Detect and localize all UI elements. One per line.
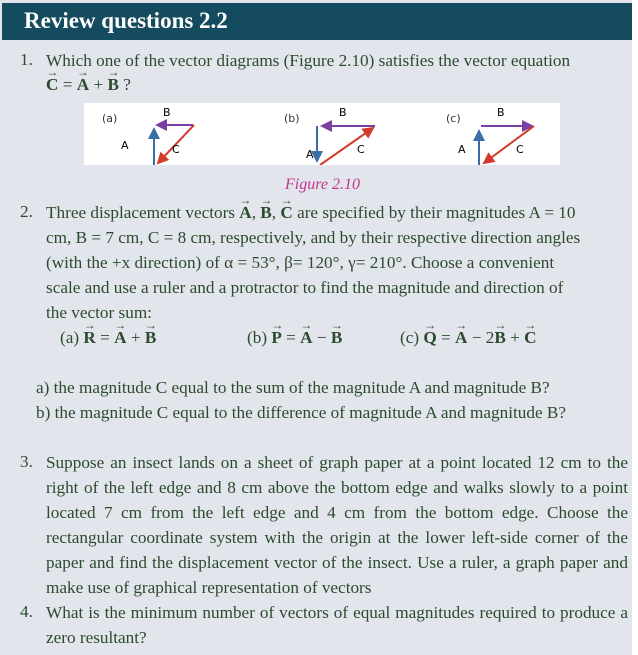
- q1-text: Which one of the vector diagrams (Figure 2.10) satisfies the vector equation: [46, 51, 571, 70]
- svg-text:B: B: [497, 106, 505, 119]
- svg-text:B: B: [163, 106, 171, 119]
- q1-number: 1.: [20, 50, 33, 69]
- section-title: Review questions 2.2: [24, 8, 228, 33]
- q2-line-4: scale and use a ruler and a protractor to find the magnitude and direction of: [46, 278, 564, 297]
- figure-2-10: [84, 103, 560, 165]
- vector-diagrams: [84, 103, 560, 165]
- q2-line-2: cm, B = 7 cm, C = 8 cm, respectively, and by their respective direction angles: [46, 228, 581, 247]
- q3-number: 3.: [20, 452, 33, 471]
- svg-text:C: C: [357, 143, 365, 156]
- svg-text:A: A: [458, 143, 466, 156]
- q2-part-b: (b) → P = → A − → B: [247, 325, 342, 350]
- sub-question-b: b) the magnitude C equal to the difference of magnitude A and magnitude B?: [36, 403, 566, 422]
- svg-text:C: C: [172, 143, 180, 156]
- q4-number: 4.: [20, 602, 33, 621]
- sub-question-a: a) the magnitude C equal to the sum of the magnitude A and magnitude B?: [36, 378, 550, 397]
- svg-text:(c): (c): [446, 112, 461, 125]
- q2-line-1: Three displacement vectors → A, → B, → C are specified by their magnitudes A = 10: [46, 200, 576, 225]
- svg-text:(b): (b): [284, 112, 300, 125]
- svg-text:A: A: [121, 139, 129, 152]
- q3-text: Suppose an insect lands on a sheet of graph paper at a point located 12 cm to the right of the left edge and 8 cm above the bottom edge and walks slowly to a point located 7 cm from the left edge and 4 cm from the bottom edge. Choose the rectangular coordinate system with the origin at the lower left-side corner of the paper and find the displacement vector of the insect. Use a ruler, a graph paper and make use of graphical representation of vectors: [46, 453, 628, 597]
- svg-text:(a): (a): [102, 112, 118, 125]
- q2-number: 2.: [20, 202, 33, 221]
- figure-caption: Figure 2.10: [285, 176, 360, 193]
- q2-part-a: (a) → R = → A + → B: [60, 325, 156, 350]
- svg-text:C: C: [516, 143, 524, 156]
- diagram-b: [284, 106, 375, 165]
- diagram-a: [102, 106, 194, 165]
- q2-part-c: (c) → Q = → A − 2→ B + → C: [400, 325, 537, 350]
- diagram-c: [446, 106, 534, 165]
- q2-line-3: (with the +x direction) of α = 53°, β= 120°, γ= 210°. Choose a convenient: [46, 253, 555, 272]
- svg-text:A: A: [306, 148, 314, 161]
- svg-text:B: B: [339, 106, 347, 119]
- q4-text: What is the minimum number of vectors of equal magnitudes required to produce a zero resultant?: [46, 603, 628, 647]
- section-header: [2, 3, 632, 40]
- q2-line-5: the vector sum:: [46, 303, 152, 322]
- q1-equation: → C = → A + → B ?: [46, 72, 131, 97]
